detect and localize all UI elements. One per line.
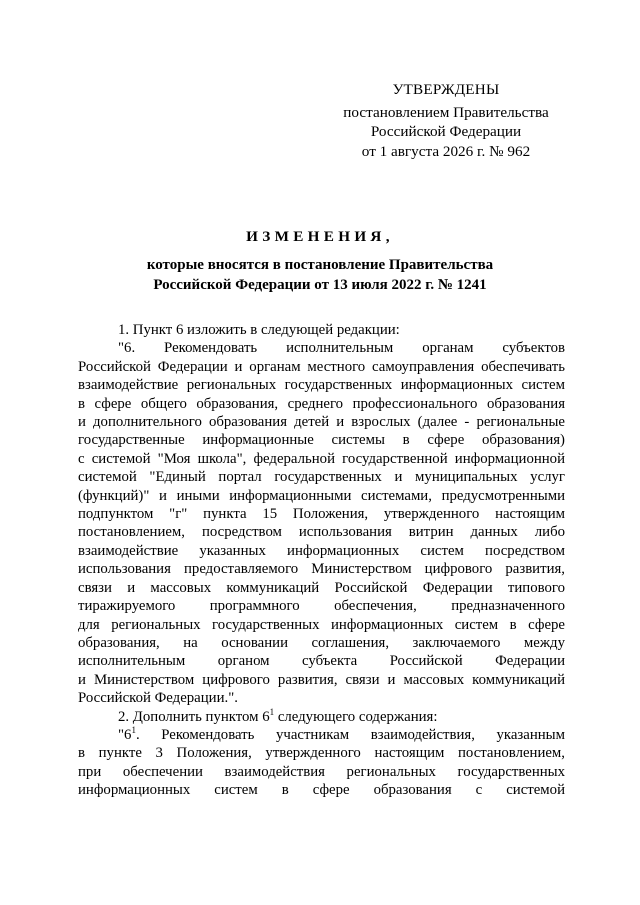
- superscript-number: 1: [269, 706, 275, 717]
- body-line: и Министерством цифрового развития, связи и массовых коммуникаций: [78, 671, 565, 688]
- body-line: использования предоставляемого Министерством цифрового развития,: [78, 561, 565, 578]
- body-line: подпунктом "г" пункта 15 Положения, утвержденного настоящим: [78, 506, 565, 523]
- superscript-number: 1: [131, 724, 136, 735]
- body-line: Российской Федерации и органам местного самоуправления обеспечивать: [78, 358, 565, 375]
- body-line: "6. Рекомендовать исполнительным органам субъектов: [118, 340, 565, 357]
- body-line-with-superscript: [78, 726, 565, 744]
- document-subtitle-line-1: которые вносятся в постановление Правительства: [146, 257, 494, 273]
- body-line: связи и массовых коммуникаций Российской Федерации типового: [78, 579, 565, 596]
- body-text-fragment: . Рекомендовать участникам взаимодействия, указанным: [135, 726, 565, 743]
- body-line: в пункте 3 Положения, утвержденного настоящим постановлением,: [78, 745, 565, 762]
- body-line: государственные информационные системы в сфере образования): [78, 432, 565, 449]
- body-line: при обеспечении взаимодействия региональных государственных: [78, 763, 565, 780]
- approval-line-2: Российской Федерации: [370, 123, 522, 140]
- body-line: исполнительным органом субъекта Российской Федерации: [78, 653, 565, 670]
- approval-line-1: постановлением Правительства: [343, 103, 549, 121]
- body-line: в сфере общего образования, среднего профессионального образования: [78, 395, 565, 412]
- body-line: 1. Пункт 6 изложить в следующей редакции:: [118, 322, 400, 338]
- body-line: (функций)" и иными информационными системами, предусмотренными: [78, 487, 565, 504]
- body-line: взаимодействие указанных информационных систем посредством: [78, 542, 565, 559]
- document-title: ИЗМЕНЕНИЯ,: [246, 228, 394, 245]
- body-line: тиражируемого программного обеспечения, предназначенного: [78, 598, 565, 615]
- body-text-fragment: "6: [118, 726, 132, 743]
- body-text-fragment: 2. Дополнить пунктом 6: [118, 708, 270, 725]
- approval-line-3: от 1 августа 2026 г. № 962: [361, 142, 531, 160]
- body-line: системой "Единый портал государственных и муниципальных услуг: [78, 469, 565, 486]
- body-line: информационных систем в сфере образования с системой: [78, 782, 565, 799]
- document-title-block: [75, 227, 565, 295]
- body-line: Российской Федерации.".: [78, 690, 238, 707]
- approval-stamp: [330, 80, 562, 161]
- body-line: образования, на основании соглашения, заключаемого между: [78, 634, 565, 651]
- body-line: с системой "Моя школа", федеральной государственной информационной: [78, 450, 565, 467]
- document-subtitle-line-2: Российской Федерации от 13 июля 2022 г. № 1241: [153, 276, 487, 293]
- approval-heading: УТВЕРЖДЕНЫ: [392, 81, 500, 98]
- body-line: для региональных государственных информационных систем в сфере: [78, 616, 565, 633]
- body-line: и дополнительного образования детей и взрослых (далее - региональные: [78, 414, 565, 431]
- body-line-with-superscript: [78, 708, 565, 726]
- body-line: взаимодействие региональных государственных информационных систем: [78, 377, 565, 394]
- document-body: [78, 321, 565, 800]
- body-text-fragment: следующего содержания:: [274, 708, 438, 725]
- body-line: постановлением, посредством использования витрин данных либо: [78, 524, 565, 541]
